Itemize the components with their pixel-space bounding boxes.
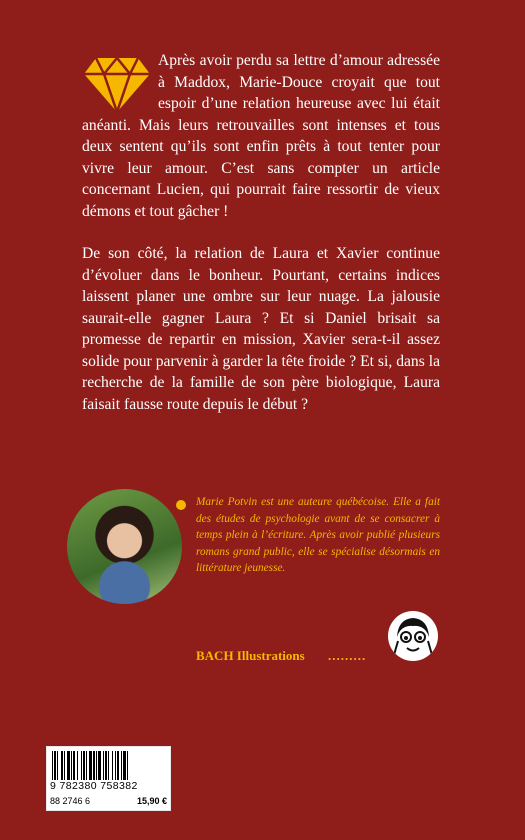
isbn-number: 9 782380 758382 (50, 780, 138, 792)
product-code: 88 2746 6 (50, 796, 91, 806)
author-bio: Marie Potvin est une auteure québécoise. Elle a fait des études de psychologie avant de se consacrer à temps plein à l’écriture. Après avoir publié plusieurs romans grand public, elle se spécialise désormais en littérature jeunesse. (196, 496, 440, 574)
blurb-paragraph-2: De son côté, la relation de Laura et Xavier continue d’évoluer dans le bonheur. Pourtant, certains indices laissent planer une ombre sur leur nuage. La jalousie saurait-elle gagner Laura ? Et si Daniel brisait sa promesse de repartir en mission, Xavier sera-t-il assez solide pour parvenir à garder la tête froide ? Et si, dans la recherche de la famille de son père biologique, Laura faisait fausse route depuis le début ? (82, 245, 440, 413)
barcode (46, 746, 171, 811)
illustrator-credit: BACH Illustrations (196, 648, 305, 663)
price: 15,90 € (136, 796, 167, 806)
credit-dots: ......... (328, 648, 367, 663)
author-photo (67, 489, 182, 604)
bullet-icon (176, 500, 186, 510)
blurb-paragraph-1 (82, 50, 440, 222)
cartoon-face-icon (388, 611, 438, 661)
barcode-code-line (50, 796, 167, 806)
back-cover-blurb (82, 50, 440, 415)
blurb-text-1: Après avoir perdu sa lettre d’amour adressée à Maddox, Marie-Douce croyait que tout espoir d’une relation heureuse avec lui était anéanti. Mais leurs retrouvailles sont intenses et tous deux sentent qu’ils sont enfin prêts à tout tenter pour vivre leur amour. C’est sans compter un article concernant Lucien, qui pourrait faire ressortir de vieux démons et tout gâcher ! (82, 52, 440, 220)
diamond-icon (82, 54, 152, 114)
barcode-bars (51, 751, 166, 780)
